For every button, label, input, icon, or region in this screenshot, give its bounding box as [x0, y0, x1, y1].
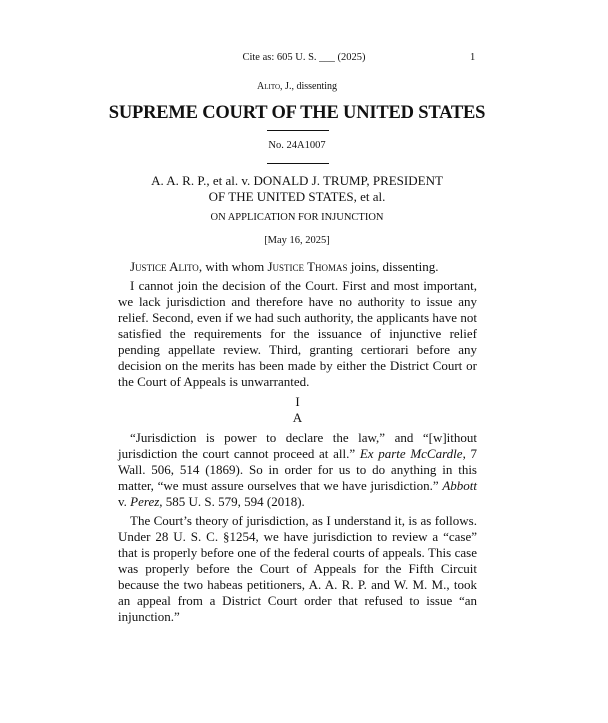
decision-date: [May 16, 2025]	[264, 235, 330, 246]
para2-versus: v.	[118, 494, 131, 509]
opening-mid: , with whom	[198, 259, 268, 274]
page-number: 1	[470, 52, 476, 63]
justice-alito-name: Justice Alito	[130, 259, 199, 274]
para2-text-a: “Jurisdiction is power to declare the law,” and “[w]ithout jurisdiction the court cannot proceed at all.”	[118, 430, 477, 461]
case-name-perez: Perez	[130, 494, 160, 509]
running-head	[0, 81, 594, 92]
case-caption	[100, 173, 494, 205]
opening-paragraph	[118, 259, 477, 275]
case-name-ex-parte-mccardle: Ex parte McCardle	[359, 446, 463, 461]
docket-number: No. 24A1007	[268, 140, 326, 151]
section-heading: I	[295, 394, 300, 409]
opening-end: joins, dissenting.	[347, 259, 439, 274]
application-line: ON APPLICATION FOR INJUNCTION	[210, 212, 384, 223]
citation-header: Cite as: 605 U. S. ___ (2025)	[242, 52, 366, 63]
divider-rule	[267, 130, 329, 131]
para2-text-b: , 7 Wall. 506, 514 (1869). So in order for us to do anything in this matter, “we must assure ourselves that we have jurisdiction.”	[118, 446, 478, 493]
caption-line-2: OF THE UNITED STATES, et al.	[208, 189, 386, 204]
divider-rule	[267, 163, 329, 164]
justice-thomas-name: Justice Thomas	[267, 259, 348, 274]
court-title: SUPREME COURT OF THE UNITED STATES	[108, 103, 486, 123]
paragraph-2	[118, 430, 477, 510]
paragraph-1: I cannot join the decision of the Court. First and most important, we lack jurisdiction and therefore have no authority to issue any relief. Second, even if we had such authority, the applicants have not satisfied the requirements for the issuance of injunctive relief pending appellate review. Third, granting certiorari before any decision on the merits has been made by either the District Court or the Court of Appeals is unwarranted.	[118, 278, 477, 389]
caption-line-1: A. A. R. P., et al. v. DONALD J. TRUMP, PRESIDENT	[151, 173, 443, 188]
para2-text-c: , 585 U. S. 579, 594 (2018).	[159, 494, 305, 509]
paragraph-3: The Court’s theory of jurisdiction, as I understand it, is as follows. Under 28 U. S. C. §1254, we have jurisdiction to review a “case” that is properly before one of the federal courts of appeals. This case was properly before the Court of Appeals for the Fifth Circuit because the two habeas petitioners, A. A. R. P. and W. M. M., took an appeal from a District Court order that refused to issue “an injunction.”	[118, 513, 477, 624]
running-head-rest: , J., dissenting	[280, 81, 337, 92]
running-head-author: Alito	[257, 81, 281, 92]
subsection-heading: A	[292, 410, 303, 425]
case-name-abbott: Abbott	[442, 478, 477, 493]
opinion-body	[118, 259, 477, 628]
